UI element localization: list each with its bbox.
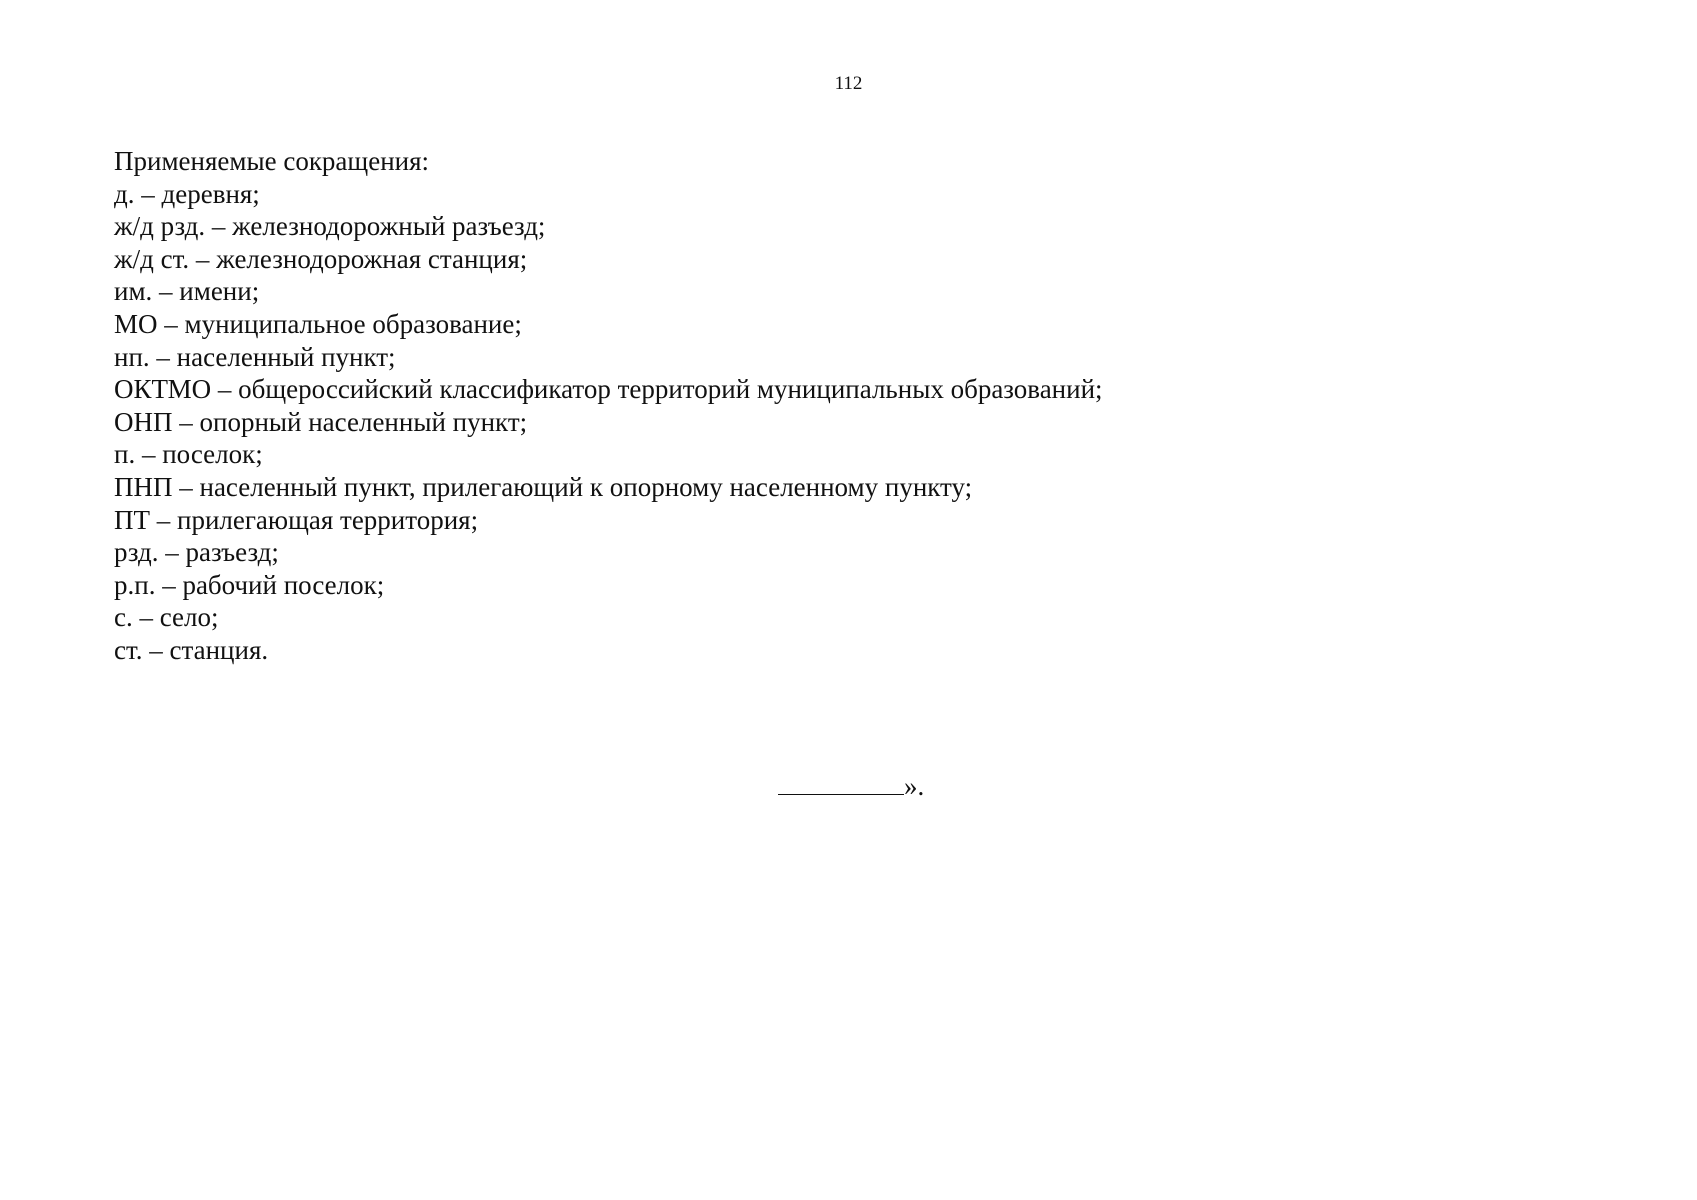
closing-quote: ».	[904, 771, 925, 801]
abbreviation-line: ж/д ст. – железнодорожная станция;	[114, 243, 528, 274]
abbreviation-line: ПТ – прилегающая территория;	[114, 504, 479, 535]
abbreviation-line: д. – деревня;	[114, 178, 260, 209]
page-number: 112	[834, 73, 863, 94]
closing-underline	[778, 770, 904, 795]
abbreviation-line: ОКТМО – общероссийский классификатор территорий муниципальных образований;	[114, 374, 1103, 405]
closing-mark	[778, 770, 924, 802]
abbreviation-line: ПНП – населенный пункт, прилегающий к опорному населенному пункту;	[114, 471, 973, 502]
abbreviation-line: п. – поселок;	[114, 439, 263, 470]
abbreviation-line: р.п. – рабочий поселок;	[114, 569, 385, 600]
abbreviation-line: нп. – населенный пункт;	[114, 341, 396, 372]
abbreviation-line: МО – муниципальное образование;	[114, 308, 522, 339]
abbreviation-line: им. – имени;	[114, 276, 260, 307]
abbreviations-list	[114, 145, 1414, 667]
abbreviation-line: ж/д рзд. – железнодорожный разъезд;	[114, 211, 546, 242]
abbreviation-line: ОНП – опорный населенный пункт;	[114, 406, 528, 437]
abbreviation-line: с. – село;	[114, 602, 219, 633]
abbreviation-line: ст. – станция.	[114, 634, 269, 665]
abbreviations-heading: Применяемые сокращения:	[114, 146, 430, 176]
abbreviation-line: рзд. – разъезд;	[114, 537, 279, 568]
